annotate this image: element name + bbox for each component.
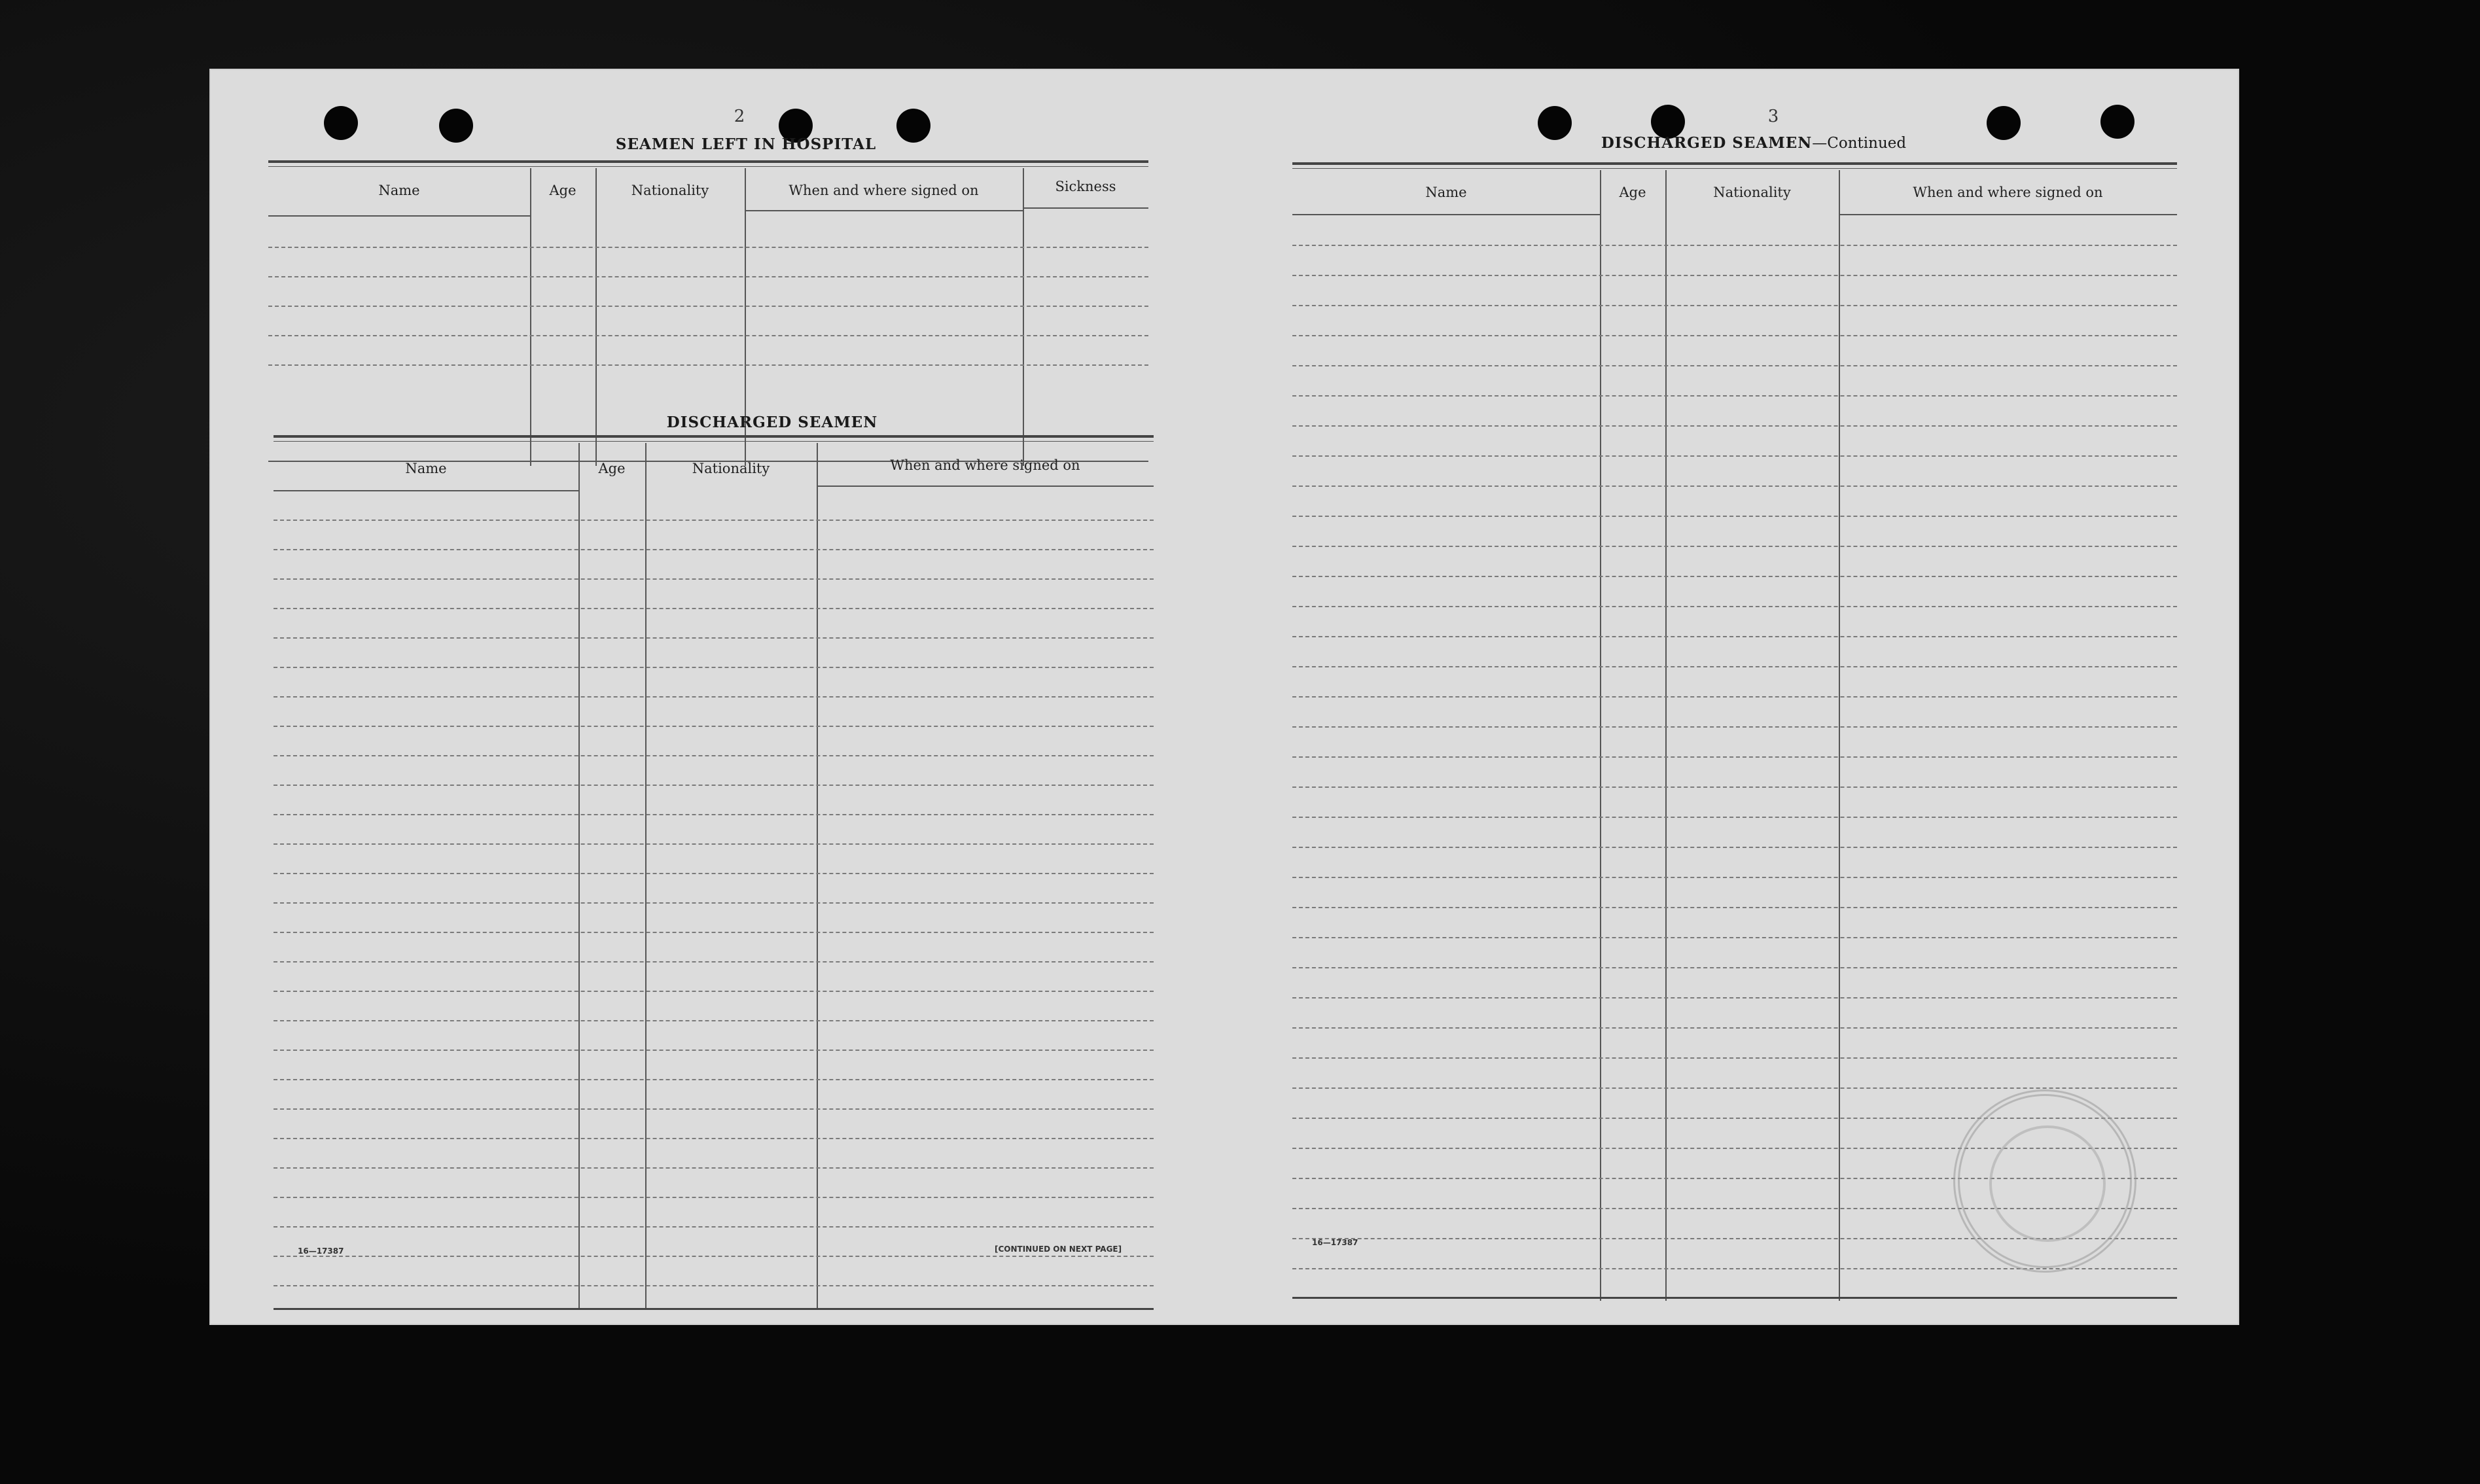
- column-header-name: Name: [405, 461, 447, 476]
- right-title-suffix: —Continued: [1812, 135, 1907, 152]
- document-sheet: [209, 69, 2239, 1325]
- right-title-text: DISCHARGED SEAMEN: [1601, 134, 1813, 152]
- hospital-section-title: SEAMEN LEFT IN HOSPITAL: [615, 135, 877, 153]
- right-section-title: [1570, 134, 1937, 152]
- right-form-number: 16—17387: [1312, 1238, 1358, 1247]
- punch-hole-icon: [1538, 106, 1572, 140]
- column-header-name: Name: [378, 183, 420, 198]
- column-header-sickness: Sickness: [1055, 179, 1116, 194]
- column-header-nationality: Nationality: [631, 183, 709, 198]
- column-header-age: Age: [549, 183, 576, 198]
- left-form-number: 16—17387: [298, 1246, 344, 1256]
- right-page-number: 3: [1767, 107, 1779, 126]
- punch-hole-icon: [324, 106, 358, 140]
- column-header-nationality: Nationality: [692, 461, 770, 476]
- column-header-nationality: Nationality: [1713, 185, 1791, 200]
- column-header-age: Age: [1619, 185, 1646, 200]
- punch-hole-icon: [1987, 106, 2021, 140]
- column-header-age: Age: [598, 461, 626, 476]
- punch-hole-icon: [2100, 105, 2135, 139]
- continued-note: [CONTINUED ON NEXT PAGE]: [995, 1245, 1122, 1254]
- column-header-signed-on: When and where signed on: [788, 183, 979, 198]
- column-header-signed-on: When and where signed on: [890, 457, 1080, 473]
- customs-stamp-icon: [1953, 1089, 2136, 1273]
- punch-hole-icon: [439, 109, 473, 143]
- discharged-table-left: [274, 435, 1154, 1311]
- column-header-signed-on: When and where signed on: [1913, 185, 2103, 200]
- discharged-section-title: DISCHARGED SEAMEN: [666, 414, 878, 431]
- column-header-name: Name: [1425, 185, 1467, 200]
- left-page-number: 2: [734, 107, 745, 126]
